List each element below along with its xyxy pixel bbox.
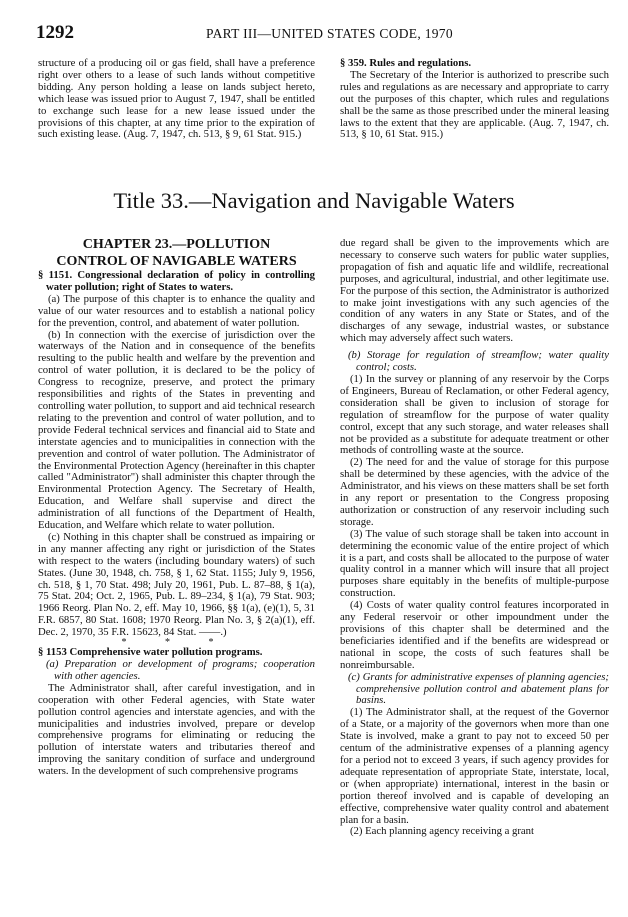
page-number: 1292 bbox=[36, 22, 74, 43]
paragraph-b: (b) In connection with the exercise of jurisdiction over the waterways of the Nation and in consequence of the benefits resulting to the public health and welfare by the prevention and control of water pollution, it is declared to be the policy of Congress to recognize, preserve, and protect the primary responsibilities and rights of the States in preventing and controlling water pollution, to support and aid technical research relating to the prevention and control of water pollution, and to provide Federal technical services and financial aid to State and interstate agencies and to municipalities in connection with the prevention and control of water pollution. The Administrator of the Environmental Protection Agency (hereinafter in this chapter called "Administrator") shall administer this chapter through the Environmental Protection Agency. The Secretary of Health, Education, and Welfare shall supervise and direct the administration of all functions of the Department of Health, Education, and Welfare which relate to water pollution. bbox=[38, 328, 315, 532]
subsection-b1: (1) In the survey or planning of any reservoir by the Corps of Engineers, Bureau of Reclamation, or other Federal agency, consideration shall be given to inclusion of storage for regulation of streamflow for the purpose of water quality control, except that any such storage, and water releases shall not be provided as a substitute for adequate treatment or other methods of controlling waste at the source. bbox=[340, 372, 609, 457]
chapter-heading: CHAPTER 23.—POLLUTION CONTROL OF NAVIGABLE WATERS bbox=[56, 237, 297, 269]
right-column bbox=[340, 238, 609, 838]
top-right-column bbox=[340, 58, 609, 141]
section-separator: * * * bbox=[121, 637, 232, 649]
subsection-a-text: The Administrator shall, after careful investigation, and in cooperation with other Federal agencies, with State water pollution control agencies and interstate agencies, and with the municipalities and industries involved, prepare or develop comprehensive programs for eliminating or reducing the pollution of interstate waters and tributaries thereof and improving the sanitary condition of surface and underground waters. In the development of such comprehensive programs bbox=[38, 681, 315, 778]
title-heading: Title 33.—Navigation and Navigable Waters bbox=[113, 188, 515, 213]
paragraph-a: (a) The purpose of this chapter is to enhance the quality and value of our water resources and to establish a national policy for the prevention, control, and abatement of water pollution. bbox=[38, 292, 315, 329]
page-header bbox=[36, 22, 606, 44]
continued-paragraph: due regard shall be given to the improvements which are necessary to conserve such waters for public water supplies, propagation of fish and aquatic life and wildlife, recreational purposes, and agricultural, industrial, and other legitimate use. For the purpose of this section, the Administrator is authorized to make joint investigations with any such agencies of the condition of any waters in any State or States, and of the discharges of any sewage, industrial wastes, or substance which may adversely affect such waters. bbox=[340, 237, 609, 345]
running-head: PART III—UNITED STATES CODE, 1970 bbox=[206, 26, 453, 41]
section-1153-heading: § 1153 Comprehensive water pollution programs. bbox=[38, 646, 263, 659]
section-359-text: The Secretary of the Interior is authorized to prescribe such rules and regulations as are necessary and appropriate to carry out the purposes of this chapter, which rules and regulations shall be the same as those prescribed under the mineral leasing laws to the extent that they are applicable. (Aug. 7, 1947, ch. 513, § 10, 61 Stat. 915.) bbox=[340, 68, 609, 141]
top-left-column bbox=[38, 58, 315, 141]
subsection-c-heading: (c) Grants for administrative expenses of planning agencies; comprehensive pollution control and abatement plans for basins. bbox=[348, 670, 609, 707]
continued-paragraph: structure of a producing oil or gas field, shall have a preference right over others to a lease of such lands without competitive bidding. Any person holding a lease on lands subject hereto, which lease was issued prior to August 7, 1947, shall be entitled to exchange such lease for a new lease issued under the provisions of this chapter, at any time prior to the expiration of such existing lease. (Aug. 7, 1947, ch. 513, § 9, 61 Stat. 915.) bbox=[38, 57, 315, 141]
section-1151-heading: § 1151. Congressional declaration of policy in controlling water pollution; right of States to waters. bbox=[38, 269, 315, 293]
paragraph-c: (c) Nothing in this chapter shall be construed as impairing or in any manner affecting any right or jurisdiction of the States with respect to the waters (including boundary waters) of such States. (June 30, 1948, ch. 758, § 1, 62 Stat. 1155; July 9, 1956, ch. 518, § 1, 70 Stat. 498; July 20, 1961, Pub. L. 87–88, § 1(a), 75 Stat. 204; Oct. 2, 1965, Pub. L. 89–234, § 1(a), 79 Stat. 903; 1966 Reorg. Plan No. 2, eff. May 10, 1966, §§ 1(a), (e)(1), 5, 31 F.R. 6857, 80 Stat. 1608; 1970 Reorg. Plan No. 3, § 2(a)(1), eff. Dec. 2, 1970, 35 F.R. 15623, 84 Stat. ——.) bbox=[38, 530, 315, 639]
subsection-b4: (4) Costs of water quality control features incorporated in any Federal reservoir or other impoundment under the provisions of this chapter shall be determined and the beneficiaries identified and if the benefits are widespread or national in scope, the costs of such features shall be nonreimbursable. bbox=[340, 599, 609, 671]
left-column bbox=[38, 236, 315, 778]
subsection-b3: (3) The value of such storage shall be taken into account in determining the economic value of the entire project of which it is a part, and costs shall be allocated to the purpose of water quality control in a manner which will insure that all project purposes share equitably in the benefits of multiple-purpose construction. bbox=[340, 527, 609, 600]
subsection-a-heading: (a) Preparation or development of programs; cooperation with other agencies. bbox=[46, 658, 315, 682]
subsection-c1: (1) The Administrator shall, at the request of the Governor of a State, or a majority of the governors when more than one State is involved, make a grant to pay not to exceed 50 per centum of the administrative expenses of a planning agency for a period not to exceed 3 years, if such agency provides for adequate representation of appropriate State, interstate, local, or (when appropriate) international, interest in the basin or portion thereof involved and is capable of developing an effective, comprehensive water quality control and abatement plan for a basin. bbox=[340, 706, 609, 826]
subsection-b2: (2) The need for and the value of storage for this purpose shall be determined by these agencies, with the advice of the Administrator, and his views on these matters shall be set forth in any report or presentation to the Congress proposing authorization or construction of any reservoir including such storage. bbox=[340, 456, 609, 528]
subsection-b-heading: (b) Storage for regulation of streamflow; water quality control; costs. bbox=[348, 349, 609, 374]
section-359-heading: § 359. Rules and regulations. bbox=[340, 57, 472, 69]
subsection-c2: (2) Each planning agency receiving a grant bbox=[350, 825, 534, 838]
